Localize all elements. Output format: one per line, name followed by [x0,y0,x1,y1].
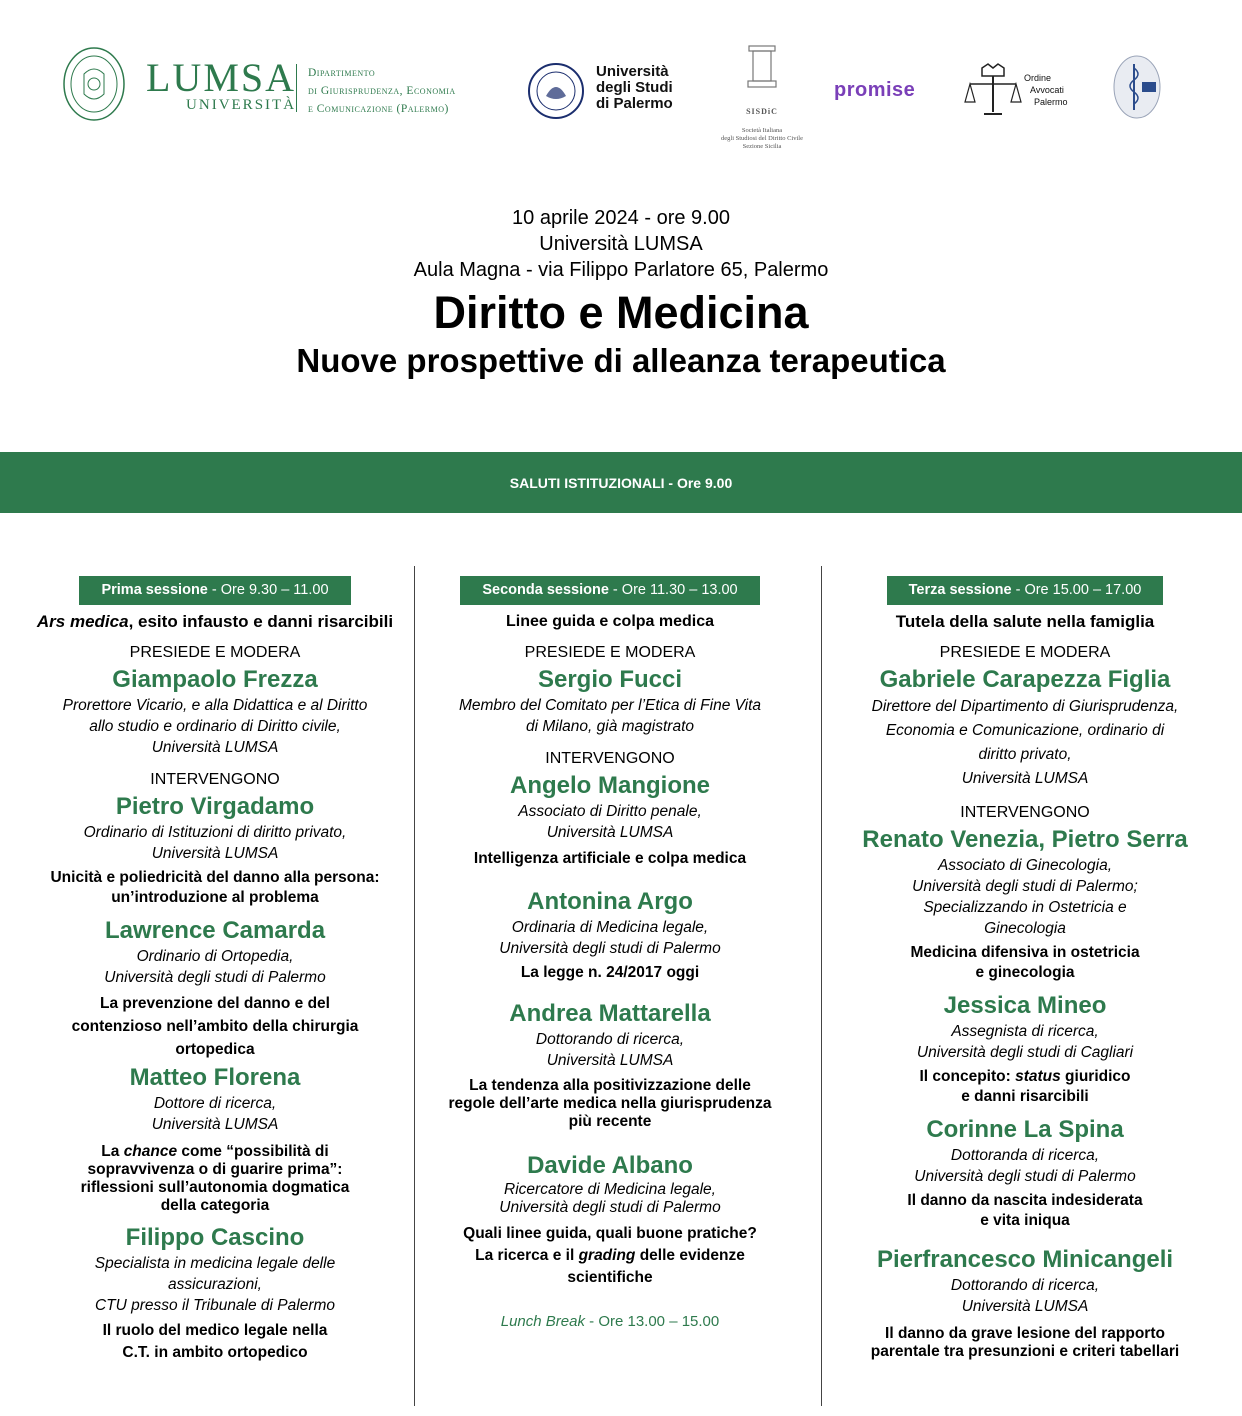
unipa-line: Università [596,63,669,80]
talk-title: La legge n. 24/2017 oggi [520,964,700,981]
talk-italic: chance [123,1143,178,1160]
talk-title: La tendenza alla positivizzazione delle regole dell’arte medica nella giurisprudenza più recente [448,1077,772,1130]
speaker-name: Jessica Mineo [943,992,1107,1019]
promise-wordmark: promise [834,79,916,101]
speaker-name: Renato Venezia, Pietro Serra [862,826,1188,853]
lumsa-seal-logo [62,46,126,122]
speaker-name: Pierfrancesco Minicangeli [876,1246,1174,1273]
session-label: Terza sessione [908,582,1012,598]
topic-rest: , esito infausto e danni risarcibili [128,612,394,631]
talk-part: Quali linee guida, quali buone pratiche? La ricerca e il [463,1225,757,1264]
event-date: 10 aprile 2024 - ore 9.00 [512,207,730,229]
speaker-name: Andrea Mattarella [509,1000,711,1027]
speaker-role: Ricercatore di Medicina legale, Università degli studi di Palermo [499,1181,721,1216]
speaker-name: Angelo Mangione [510,772,710,799]
unipa-line: degli Studi [596,79,673,96]
lumsa-name: LUMSA [146,55,297,100]
chair-name: Giampaolo Frezza [112,666,318,693]
session-1-column [22,576,408,1364]
promise-logo [834,80,915,100]
unipa-line: di Palermo [596,95,673,112]
chair-role: Prorettore Vicario, e alla Didattica e al Diritto allo studio e ordinario di Diritto civile, Università LUMSA [62,697,368,756]
speaker-name: Davide Albano [527,1152,693,1179]
session-label: Seconda sessione [482,582,609,598]
talk-title: Il danno da grave lesione del rapporto parentale tra presunzioni e criteri tabellari [870,1325,1180,1360]
talk-title [22,1143,408,1215]
speakers-heading: INTERVENGONO [150,771,280,788]
speaker-role: Ordinario di Istituzioni di diritto privato, Università LUMSA [83,824,347,862]
logo-strip [0,40,1242,150]
talk-italic: grading [578,1247,636,1264]
chair-heading: PRESIEDE E MODERA [524,644,696,661]
avvocati-wordmark [1024,72,1068,108]
speaker-role: Ordinario di Ortopedia, Università degli studi di Palermo [104,948,326,986]
session-3-topic: Tutela della salute nella famiglia [895,612,1155,631]
speaker-name: Matteo Florena [129,1064,301,1091]
talk-title [418,1223,802,1289]
speaker-role: Associato di Diritto penale, Università LUMSA [518,803,702,841]
avvocati-line: Ordine [1024,73,1052,83]
talk-title: Il danno da nascita indesiderata e vita iniqua [907,1192,1143,1229]
session-2-header [460,576,759,605]
sisdic-desc: Sezione Sicilia [742,143,782,150]
talk-title: Il ruolo del medico legale nella C.T. in ambito ortopedico [102,1322,328,1361]
column-divider [414,566,415,1406]
chair-heading: PRESIEDE E MODERA [939,644,1111,661]
session-3-column [812,576,1238,1361]
talk-part: delle evidenze scientifiche [567,1247,745,1286]
lunch-italic: Lunch Break [500,1313,585,1330]
department-line: di Giurisprudenza, Economia [308,85,456,97]
talk-part: Il concepito: [919,1068,1016,1085]
column-icon [745,44,779,90]
avvocati-line: Avvocati [1030,85,1064,95]
department-name [308,64,456,118]
speaker-role: Specialista in medicina legale delle assicurazioni, CTU presso il Tribunale di Palermo [94,1255,336,1314]
lumsa-wordmark [146,55,297,114]
event-title: Diritto e Medicina [433,287,809,338]
event-subtitle: Nuove prospettive di alleanza terapeutica [296,342,946,379]
lunch-time: - Ore 13.00 – 15.00 [584,1313,720,1330]
session-label: Prima sessione [101,582,208,598]
event-place: Aula Magna - via Filippo Parlatore 65, Palermo [413,259,829,281]
speaker-role: Dottorando di ricerca, Università LUMSA [535,1031,685,1069]
talk-part: come “possibilità di sopravvivenza o di guarire prima”: riflessioni sull’autonomia dogmatica della categoria [80,1143,350,1214]
chair-name: Gabriele Carapezza Figlia [879,666,1171,693]
session-1-header [79,576,350,605]
institutional-greetings-banner [0,452,1242,513]
speaker-role: Assegnista di ricerca, Università degli studi di Cagliari [916,1023,1134,1061]
speaker-role: Dottore di ricerca, Università LUMSA [151,1095,279,1133]
talk-part: La [101,1143,124,1160]
sisdic-logo [700,44,824,151]
talk-title: Medicina difensiva in ostetricia e ginecologia [910,944,1140,981]
talk-title [812,1067,1238,1107]
session-2-topic: Linee guida e colpa medica [505,613,715,630]
omceo-caduceus-logo [1112,54,1162,120]
talk-title: Intelligenza artificiale e colpa medica [473,850,747,867]
department-line: e Comunicazione (Palermo) [308,103,449,115]
unipa-seal-logo [527,62,585,120]
unipa-wordmark [596,64,673,112]
talk-italic: status [1015,1068,1061,1085]
speaker-name: Pietro Virgadamo [115,793,315,820]
session-time: - Ore 9.30 – 11.00 [207,582,329,598]
lumsa-university: UNIVERSITÀ [186,97,297,113]
speaker-name: Filippo Cascino [125,1224,305,1251]
speaker-role: Dottorando di ricerca, Università LUMSA [950,1277,1100,1315]
avvocati-line: Palermo [1034,97,1068,107]
session-1-topic [22,611,408,633]
session-time: - Ore 15.00 – 17.00 [1011,582,1142,598]
session-2-column [418,576,802,1330]
speakers-heading: INTERVENGONO [545,750,675,767]
speaker-name: Lawrence Camarda [104,917,326,944]
speaker-name: Antonina Argo [527,888,693,915]
speaker-role: Associato di Ginecologia, Università degli studi di Palermo; Specializzando in Ostetricia e Ginecologia [912,857,1138,937]
sisdic-name: SISDiC [746,107,778,116]
department-line: Dipartimento [308,67,376,79]
scales-of-justice-icon [962,62,1024,118]
chair-role: Direttore del Dipartimento di Giurisprudenza, Economia e Comunicazione, ordinario di diritto privato, Università LUMSA [871,698,1179,787]
sisdic-desc: Società Italiana [741,127,783,134]
chair-name: Sergio Fucci [537,666,683,693]
speaker-role: Ordinaria di Medicina legale, Università degli studi di Palermo [499,919,721,957]
banner-label: SALUTI ISTITUZIONALI - Ore 9.00 [509,474,733,491]
speaker-name: Corinne La Spina [926,1116,1124,1143]
talk-part: giuridico e danni risarcibili [961,1068,1131,1105]
chair-heading: PRESIEDE E MODERA [129,644,301,661]
sisdic-desc: degli Studiosi del Diritto Civile [721,135,803,142]
chair-role: Membro del Comitato per l’Etica di Fine Vita di Milano, già magistrato [458,697,762,735]
talk-title: Unicità e poliedricità del danno alla persona: un’introduzione al problema [50,869,380,906]
event-venue: Università LUMSA [539,233,703,255]
speaker-role: Dottoranda di ricerca, Università degli studi di Palermo [914,1147,1136,1185]
session-time: - Ore 11.30 – 13.00 [608,582,738,598]
lunch-break [418,1313,802,1330]
speakers-heading: INTERVENGONO [960,804,1090,821]
topic-italic: Ars medica [36,612,129,631]
talk-title: La prevenzione del danno e del contenzioso nell’ambito della chirurgia ortopedica [71,995,359,1058]
session-3-header [887,576,1164,605]
logo-divider [296,64,297,112]
